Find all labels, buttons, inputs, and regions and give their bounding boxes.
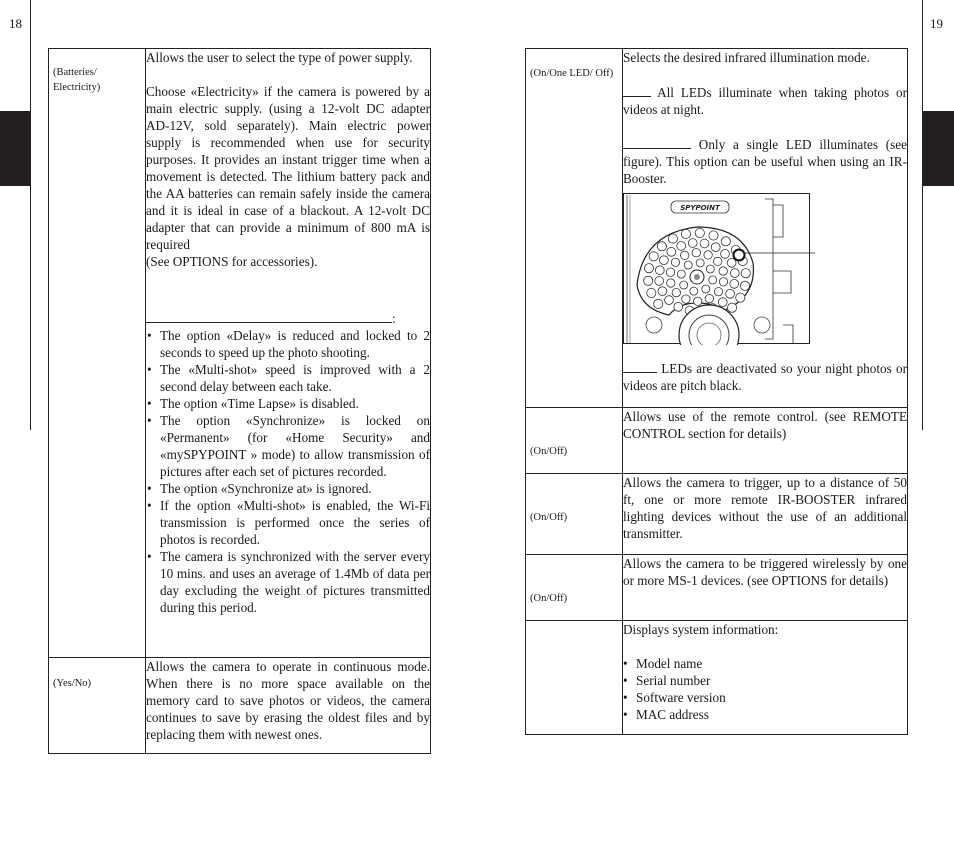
ir-booster-description: Allows the camera to trigger, up to a distance of 50 ft, one or more remote IR-BOOSTER infrared lighting devices without the use of an additional transmitter. bbox=[623, 474, 908, 555]
ir-led-icon bbox=[730, 269, 739, 278]
ir-led-icon bbox=[668, 234, 677, 243]
ir-led-icon bbox=[681, 251, 689, 259]
left-thumb-tab bbox=[0, 111, 31, 186]
ir-led-icon bbox=[740, 281, 749, 290]
remote-description: Allows use of the remote control. (see REMOTE CONTROL section for details) bbox=[623, 408, 908, 474]
ir-led-icon bbox=[684, 261, 692, 269]
ir-booster-options: (On/Off) bbox=[530, 512, 568, 523]
power-electricity-text: Choose «Electricity» if the camera is powered by a main electric supply. (using a 12-volt DC adapter AD-12V, sold separately). Main electric power supply is recommended when use for security purposes. It provides an instant trigger time when a movement is detected. The lithium battery pack and the AA batteries can remain safely inside the camera and it is ideal in case of a blackout. A 12-volt DC adapter that can provide a minimum of 800 mA is required bbox=[146, 84, 430, 252]
ir-led-icon bbox=[714, 288, 722, 296]
ir-led-icon bbox=[647, 288, 656, 297]
overwrite-description: Allows the camera to operate in continuous mode. When there is no more space available on the memory card to save photos or videos, the camera continues to save by erasing the oldest files and by replacing them with newest ones. bbox=[146, 658, 431, 754]
list-item: • The option «Synchronize at» is ignored. bbox=[146, 480, 430, 497]
ir-led-icon bbox=[655, 266, 664, 275]
power-label-cell bbox=[49, 49, 146, 658]
list-item: • The option «Delay» is reduced and locked to 2 seconds to speed up the photo shooting. bbox=[146, 327, 430, 361]
ir-led-icon bbox=[667, 279, 675, 287]
blank-term-rule bbox=[623, 83, 651, 97]
list-item: • The option «Time Lapse» is disabled. bbox=[146, 395, 430, 412]
ir-led-icon bbox=[654, 299, 663, 308]
infrared-options: (On/One LED/ Off) bbox=[530, 68, 614, 79]
list-item: • Software version bbox=[623, 689, 907, 706]
ir-led-figure bbox=[623, 193, 823, 345]
ir-led-icon bbox=[649, 252, 658, 261]
power-options: (Batteries/ Electricity) bbox=[53, 67, 101, 93]
blank-heading-rule bbox=[146, 308, 392, 323]
ms1-options: (On/Off) bbox=[530, 593, 568, 604]
power-row bbox=[49, 49, 431, 658]
power-bullet-list bbox=[146, 327, 430, 616]
ir-booster-row bbox=[526, 474, 908, 555]
right-settings-table bbox=[525, 48, 908, 735]
ir-led-icon bbox=[719, 278, 727, 286]
ir-led-icon bbox=[704, 251, 712, 259]
list-item: • The option «Synchronize» is locked on «Permanent» (for «Home Security» and «mySPYPOINT » mode) to allow transmission of pictures after each set of pictures recorded. bbox=[146, 412, 430, 480]
ir-led-icon bbox=[672, 288, 680, 296]
ir-led-icon bbox=[694, 297, 702, 305]
power-description bbox=[146, 49, 431, 658]
info-list bbox=[623, 655, 907, 723]
blank-term-rule bbox=[623, 135, 691, 149]
ir-led-icon bbox=[718, 298, 727, 307]
list-item: • The camera is synchronized with the server every 10 mins. and uses an average of 1.4Mb of data per day excluding the weight of pictures transmitted during this period. bbox=[146, 548, 430, 616]
remote-row bbox=[526, 408, 908, 474]
ir-led-icon bbox=[690, 287, 698, 295]
ir-led-icon bbox=[705, 294, 713, 302]
ir-led-icon bbox=[730, 279, 739, 288]
left-margin-rule bbox=[30, 0, 31, 430]
ir-led-icon bbox=[736, 293, 745, 302]
ir-booster-label-cell bbox=[526, 474, 623, 555]
ir-led-icon bbox=[655, 277, 664, 286]
ir-led-icon bbox=[665, 296, 674, 305]
right-thumb-tab bbox=[922, 111, 954, 186]
ir-led-icon bbox=[677, 242, 686, 251]
ir-led-icon bbox=[711, 243, 720, 252]
overwrite-label-cell bbox=[49, 658, 146, 754]
ir-led-icon bbox=[706, 265, 714, 273]
ms1-row bbox=[526, 555, 908, 621]
ir-led-icon bbox=[695, 228, 704, 237]
info-description bbox=[623, 621, 908, 735]
infrared-on-text: All LEDs illuminate when taking photos or videos at night. bbox=[623, 85, 907, 117]
ir-led-icon bbox=[658, 287, 667, 296]
ir-led-icon bbox=[700, 239, 709, 248]
infrared-label-cell bbox=[526, 49, 623, 408]
blank-term-rule bbox=[623, 359, 657, 373]
ir-led-icon bbox=[719, 267, 727, 275]
infrared-off-text: LEDs are deactivated so your night photos or videos are pitch black. bbox=[623, 361, 907, 393]
ir-led-icon bbox=[728, 303, 737, 312]
ms1-description: Allows the camera to be triggered wirelessly by one or more MS-1 devices. (see OPTIONS for details) bbox=[623, 555, 908, 621]
ir-led-icon bbox=[726, 289, 735, 298]
info-row bbox=[526, 621, 908, 735]
remote-options: (On/Off) bbox=[530, 446, 568, 457]
infrared-row bbox=[526, 49, 908, 408]
camera-front-illustration bbox=[623, 193, 823, 345]
list-item: • MAC address bbox=[623, 706, 907, 723]
overwrite-row bbox=[49, 658, 431, 754]
info-label-cell bbox=[526, 621, 623, 735]
ir-led-icon bbox=[741, 269, 750, 278]
ir-led-icon bbox=[674, 302, 683, 311]
ir-led-icon bbox=[709, 231, 718, 240]
ir-led-icon bbox=[709, 276, 717, 284]
info-intro: Displays system information: bbox=[623, 622, 779, 637]
ir-led-icon bbox=[702, 285, 710, 293]
ir-led-icon bbox=[644, 264, 653, 273]
ir-led-icon bbox=[681, 229, 690, 238]
ir-led-icon bbox=[671, 258, 679, 266]
infrared-one-led-text: Only a single LED illuminates (see figure). This option can be useful when using an IR-Booster. bbox=[623, 137, 907, 186]
ir-led-icon bbox=[682, 295, 690, 303]
overwrite-options: (Yes/No) bbox=[53, 678, 92, 689]
ir-led-icon bbox=[714, 257, 722, 265]
left-settings-table bbox=[48, 48, 431, 754]
list-item: • The «Multi-shot» speed is improved with a 2 second delay between each take. bbox=[146, 361, 430, 395]
power-intro: Allows the user to select the type of power supply. bbox=[146, 50, 413, 65]
ir-led-icon bbox=[657, 242, 666, 251]
ir-led-icon bbox=[696, 259, 704, 267]
ir-led-icon bbox=[721, 250, 730, 259]
ir-led-icon bbox=[688, 239, 697, 248]
ir-led-icon bbox=[644, 276, 653, 285]
ir-led-icon bbox=[721, 237, 730, 246]
right-margin-rule bbox=[922, 0, 923, 430]
power-note-heading: : bbox=[146, 308, 430, 327]
list-item: • Model name bbox=[623, 655, 907, 672]
infrared-description bbox=[623, 49, 908, 408]
ir-led-icon bbox=[666, 268, 674, 276]
list-item: • If the option «Multi-shot» is enabled, the Wi-Fi transmission is performed once the series of photos is recorded. bbox=[146, 497, 430, 548]
remote-label-cell bbox=[526, 408, 623, 474]
logo-text: SPYPOINT bbox=[680, 204, 720, 212]
ms1-label-cell bbox=[526, 555, 623, 621]
ir-led-icon bbox=[692, 249, 700, 257]
list-item: • Serial number bbox=[623, 672, 907, 689]
infrared-intro: Selects the desired infrared illumination mode. bbox=[623, 50, 870, 65]
ir-led-icon bbox=[677, 270, 685, 278]
ir-led-icon bbox=[667, 247, 676, 256]
page-number-left: 18 bbox=[9, 16, 22, 31]
power-accessories-note: (See OPTIONS for accessories). bbox=[146, 254, 318, 269]
ir-led-icon bbox=[680, 281, 688, 289]
ir-led-icon bbox=[660, 256, 669, 265]
page-number-right: 19 bbox=[930, 16, 943, 31]
